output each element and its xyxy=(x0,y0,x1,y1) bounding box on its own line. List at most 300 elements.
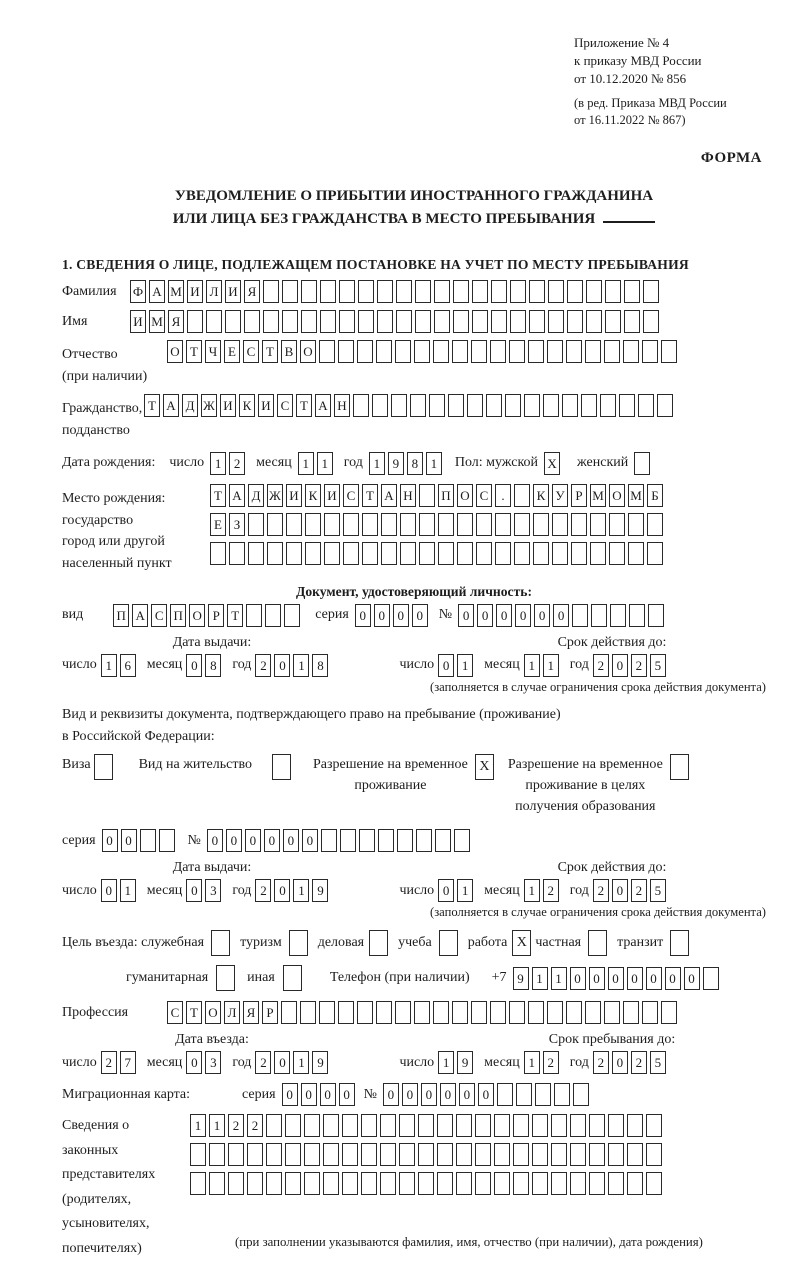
patronymic-boxes[interactable] xyxy=(167,340,680,363)
char-box: И xyxy=(258,394,274,417)
char-box xyxy=(551,1172,567,1195)
char-box xyxy=(475,1143,491,1166)
char-box xyxy=(454,829,470,852)
char-box xyxy=(361,1114,377,1137)
purpose-official-checkbox[interactable] xyxy=(211,930,230,956)
char-box: 2 xyxy=(631,1051,647,1074)
char-box xyxy=(321,829,337,852)
permit-series-label: серия xyxy=(62,832,96,848)
birthplace-row3[interactable] xyxy=(210,542,666,565)
char-box xyxy=(248,542,264,565)
char-box xyxy=(437,1114,453,1137)
stay-until-heading: Срок пребывания до: xyxy=(548,1032,676,1048)
char-box xyxy=(490,340,506,363)
permit-valid-day-boxes[interactable] xyxy=(438,879,476,902)
char-box: П xyxy=(113,604,129,627)
char-box xyxy=(543,394,559,417)
char-box: М xyxy=(149,310,165,333)
char-box: П xyxy=(170,604,186,627)
char-box: А xyxy=(163,394,179,417)
char-box: Н xyxy=(400,484,416,507)
permit-issue-month-boxes[interactable] xyxy=(186,879,224,902)
permit-issue-day-boxes[interactable] xyxy=(101,879,139,902)
char-box xyxy=(627,1172,643,1195)
char-box xyxy=(471,1001,487,1024)
char-box xyxy=(619,394,635,417)
char-box xyxy=(323,1114,339,1137)
char-box: 1 xyxy=(298,452,314,475)
char-box xyxy=(624,280,640,303)
profession-boxes[interactable] xyxy=(167,1001,680,1024)
char-box xyxy=(513,1172,529,1195)
char-box: 2 xyxy=(255,879,271,902)
char-box: 1 xyxy=(293,1051,309,1074)
right-doc-text: Вид и реквизиты документа, подтверждающего право на пребывание (проживание) в Российской Федерации: xyxy=(62,706,561,744)
char-box: А xyxy=(229,484,245,507)
char-box xyxy=(510,280,526,303)
char-box xyxy=(399,1143,415,1166)
char-box: 0 xyxy=(412,604,428,627)
char-box xyxy=(359,829,375,852)
representatives-row2[interactable] xyxy=(190,1143,665,1166)
purpose-tourism-checkbox[interactable] xyxy=(289,930,308,956)
char-box xyxy=(190,1172,206,1195)
char-box: 0 xyxy=(478,1083,494,1106)
char-box xyxy=(247,1172,263,1195)
char-box: 1 xyxy=(190,1114,206,1137)
char-box xyxy=(604,1001,620,1024)
char-box: Я xyxy=(244,280,260,303)
doc-issue-day-boxes[interactable] xyxy=(101,654,139,677)
title-underline xyxy=(603,211,655,223)
permit-number-boxes[interactable] xyxy=(207,829,473,852)
char-box xyxy=(361,1143,377,1166)
char-box xyxy=(433,1001,449,1024)
char-box: Ф xyxy=(130,280,146,303)
char-box xyxy=(646,1143,662,1166)
surname-boxes[interactable] xyxy=(130,280,662,303)
char-box: 1 xyxy=(551,967,567,990)
char-box xyxy=(472,280,488,303)
entry-dates-row xyxy=(62,1051,766,1074)
char-box xyxy=(376,340,392,363)
char-box xyxy=(452,340,468,363)
char-box xyxy=(319,1001,335,1024)
doc-issue-date-heading: Дата выдачи: xyxy=(172,634,252,650)
char-box xyxy=(381,513,397,536)
migration-card-label: Миграционная карта: xyxy=(62,1086,191,1102)
citizenship-label: Гражданство, подданство xyxy=(62,401,143,439)
phone-boxes[interactable] xyxy=(513,967,722,990)
char-box: . xyxy=(495,484,511,507)
char-box xyxy=(396,280,412,303)
char-box xyxy=(552,542,568,565)
char-box: И xyxy=(225,280,241,303)
char-box: И xyxy=(286,484,302,507)
char-box: С xyxy=(343,484,359,507)
char-box xyxy=(570,1172,586,1195)
visa-checkbox[interactable] xyxy=(94,754,113,780)
char-box: 5 xyxy=(650,1051,666,1074)
char-box: Ж xyxy=(267,484,283,507)
char-box xyxy=(339,310,355,333)
char-box xyxy=(514,484,530,507)
doc-valid-day-boxes[interactable] xyxy=(438,654,476,677)
char-box xyxy=(342,1114,358,1137)
doc-series-boxes[interactable] xyxy=(355,604,431,627)
char-box xyxy=(438,542,454,565)
permit-temp-residence-edu: Разрешение на временное проживание в целях получения образования xyxy=(508,754,689,817)
sex-male-checkbox[interactable] xyxy=(544,452,563,475)
char-box xyxy=(646,1114,662,1137)
char-box: 0 xyxy=(665,967,681,990)
char-box xyxy=(225,310,241,333)
char-box xyxy=(300,1001,316,1024)
char-box xyxy=(513,1143,529,1166)
char-box: 8 xyxy=(205,654,221,677)
appendix-line: Приложение № 4 xyxy=(574,35,670,50)
char-box xyxy=(301,310,317,333)
entry-year-boxes[interactable] xyxy=(255,1051,331,1074)
char-box xyxy=(566,340,582,363)
doc-dates-row xyxy=(62,654,766,677)
char-box xyxy=(320,310,336,333)
char-box xyxy=(476,542,492,565)
purpose-business-checkbox[interactable] xyxy=(369,930,388,956)
char-box: 2 xyxy=(543,1051,559,1074)
char-box xyxy=(396,310,412,333)
char-box xyxy=(435,829,451,852)
doc-valid-year-boxes[interactable] xyxy=(593,654,669,677)
birthplace-row1[interactable] xyxy=(210,484,666,507)
stay-year-boxes[interactable] xyxy=(593,1051,669,1074)
purpose-humanitarian-checkbox[interactable] xyxy=(216,965,235,991)
char-box: Д xyxy=(182,394,198,417)
char-box xyxy=(628,542,644,565)
char-box xyxy=(210,542,226,565)
char-box xyxy=(228,1172,244,1195)
char-box xyxy=(395,340,411,363)
char-box xyxy=(494,1172,510,1195)
char-box xyxy=(453,280,469,303)
char-box xyxy=(415,280,431,303)
char-box xyxy=(378,829,394,852)
purpose-other-checkbox[interactable] xyxy=(283,965,302,991)
form-title-line2: ИЛИ ЛИЦА БЕЗ ГРАЖДАНСТВА В МЕСТО ПРЕБЫВАНИЯ xyxy=(62,208,766,231)
char-box xyxy=(452,1001,468,1024)
char-box xyxy=(535,1083,551,1106)
char-box: 0 xyxy=(283,829,299,852)
section1-heading: 1. СВЕДЕНИЯ О ЛИЦЕ, ПОДЛЕЖАЩЕМ ПОСТАНОВКЕ НА УЧЕТ ПО МЕСТУ ПРЕБЫВАНИЯ xyxy=(62,257,689,273)
char-box xyxy=(581,394,597,417)
char-box xyxy=(457,513,473,536)
char-box xyxy=(623,1001,639,1024)
char-box: 0 xyxy=(274,879,290,902)
char-box xyxy=(472,310,488,333)
char-box xyxy=(418,1143,434,1166)
doc-issue-month-boxes[interactable] xyxy=(186,654,224,677)
char-box xyxy=(419,484,435,507)
char-box: 1 xyxy=(369,452,385,475)
char-box xyxy=(266,1172,282,1195)
char-box: 0 xyxy=(612,654,628,677)
char-box: С xyxy=(167,1001,183,1024)
char-box: 0 xyxy=(402,1083,418,1106)
purpose-study-checkbox[interactable] xyxy=(439,930,458,956)
char-box: 0 xyxy=(646,967,662,990)
char-box: 0 xyxy=(627,967,643,990)
char-box xyxy=(339,280,355,303)
char-box: Ж xyxy=(201,394,217,417)
char-box xyxy=(572,604,588,627)
field-surname xyxy=(62,280,766,303)
char-box: 9 xyxy=(388,452,404,475)
char-box xyxy=(505,394,521,417)
char-box: О xyxy=(300,340,316,363)
char-box: С xyxy=(243,340,259,363)
char-box xyxy=(410,394,426,417)
char-box xyxy=(532,1143,548,1166)
char-box xyxy=(456,1114,472,1137)
char-box xyxy=(648,604,664,627)
char-box: 1 xyxy=(210,452,226,475)
char-box: И xyxy=(130,310,146,333)
char-box xyxy=(646,1172,662,1195)
purpose-work-checkbox[interactable]: X xyxy=(512,930,531,956)
char-box xyxy=(362,542,378,565)
doc-valid-month-boxes[interactable] xyxy=(524,654,562,677)
char-box: 2 xyxy=(247,1114,263,1137)
char-box: 0 xyxy=(684,967,700,990)
char-box: 9 xyxy=(513,967,529,990)
birth-month-boxes[interactable] xyxy=(298,452,336,475)
migr-series-boxes[interactable] xyxy=(282,1083,358,1106)
char-box: 1 xyxy=(524,1051,540,1074)
char-box: Т xyxy=(144,394,160,417)
char-box xyxy=(495,542,511,565)
char-box xyxy=(429,394,445,417)
char-box: 1 xyxy=(543,654,559,677)
representatives-row1[interactable] xyxy=(190,1114,665,1137)
char-box: А xyxy=(132,604,148,627)
char-box xyxy=(438,513,454,536)
doc-number-boxes[interactable] xyxy=(458,604,667,627)
char-box: О xyxy=(609,484,625,507)
purpose-transit-checkbox[interactable] xyxy=(670,930,689,956)
char-box: 0 xyxy=(302,829,318,852)
entry-date-headers xyxy=(62,1032,766,1048)
char-box xyxy=(285,1143,301,1166)
char-box xyxy=(228,1143,244,1166)
char-box xyxy=(608,1172,624,1195)
char-box xyxy=(629,604,645,627)
char-box xyxy=(548,280,564,303)
permit-series-boxes[interactable] xyxy=(102,829,178,852)
char-box xyxy=(361,1172,377,1195)
char-box xyxy=(285,1172,301,1195)
char-box: Я xyxy=(243,1001,259,1024)
sex-female-label: женский xyxy=(577,455,629,471)
char-box: 0 xyxy=(226,829,242,852)
char-box xyxy=(266,1143,282,1166)
temp-residence-checkbox[interactable]: X xyxy=(475,754,494,780)
char-box xyxy=(247,1143,263,1166)
permit-date-headers xyxy=(62,860,766,876)
char-box xyxy=(467,394,483,417)
char-box xyxy=(547,340,563,363)
stay-day-boxes[interactable] xyxy=(438,1051,476,1074)
permit-issue-year-boxes[interactable] xyxy=(255,879,331,902)
char-box: А xyxy=(381,484,397,507)
char-box xyxy=(605,310,621,333)
char-box: 2 xyxy=(101,1051,117,1074)
char-box xyxy=(419,513,435,536)
char-box: 0 xyxy=(553,604,569,627)
doc-issue-date-group: число 1 6 месяц 0 8 год 2 0 1 8 xyxy=(62,654,331,677)
char-box: 1 xyxy=(120,879,136,902)
char-box xyxy=(643,280,659,303)
form-title xyxy=(62,185,766,232)
char-box xyxy=(456,1143,472,1166)
birthplace-row2[interactable] xyxy=(210,513,666,536)
char-box: 5 xyxy=(650,654,666,677)
char-box xyxy=(437,1172,453,1195)
field-migration-card xyxy=(62,1083,766,1106)
char-box: 1 xyxy=(101,654,117,677)
char-box: С xyxy=(476,484,492,507)
purpose-other-label: иная xyxy=(247,970,275,986)
temp-residence-edu-checkbox[interactable] xyxy=(670,754,689,780)
char-box xyxy=(567,310,583,333)
char-box: 0 xyxy=(570,967,586,990)
char-box xyxy=(600,394,616,417)
char-box xyxy=(285,1114,301,1137)
birth-year-boxes[interactable] xyxy=(369,452,445,475)
char-box xyxy=(263,280,279,303)
char-box xyxy=(266,1114,282,1137)
day-label: число xyxy=(169,455,205,471)
citizenship-boxes[interactable] xyxy=(144,394,676,417)
char-box: С xyxy=(151,604,167,627)
char-box: 6 xyxy=(120,654,136,677)
doc-type-boxes[interactable] xyxy=(113,604,303,627)
char-box xyxy=(340,829,356,852)
char-box xyxy=(623,340,639,363)
char-box xyxy=(319,340,335,363)
char-box xyxy=(263,310,279,333)
stay-until-group: число 1 9 месяц 1 2 год 2 0 2 5 xyxy=(399,1051,668,1074)
migr-number-label: № xyxy=(363,1086,377,1102)
char-box xyxy=(209,1143,225,1166)
char-box: 0 xyxy=(589,967,605,990)
char-box xyxy=(282,310,298,333)
birth-day-boxes[interactable] xyxy=(210,452,248,475)
char-box: 0 xyxy=(320,1083,336,1106)
char-box: О xyxy=(205,1001,221,1024)
char-box xyxy=(590,513,606,536)
char-box: У xyxy=(552,484,568,507)
char-box: 1 xyxy=(457,654,473,677)
char-box xyxy=(567,280,583,303)
entry-day-boxes[interactable] xyxy=(101,1051,139,1074)
char-box: В xyxy=(281,340,297,363)
field-permit-series xyxy=(62,829,766,852)
char-box xyxy=(610,604,626,627)
purpose-private-checkbox[interactable] xyxy=(588,930,607,956)
char-box: 7 xyxy=(120,1051,136,1074)
char-box xyxy=(642,1001,658,1024)
char-box: Т xyxy=(186,340,202,363)
char-box xyxy=(377,280,393,303)
char-box xyxy=(590,542,606,565)
char-box: 0 xyxy=(186,654,202,677)
char-box xyxy=(229,542,245,565)
char-box: 2 xyxy=(255,654,271,677)
char-box: 3 xyxy=(205,1051,221,1074)
char-box: Т xyxy=(262,340,278,363)
char-box: 2 xyxy=(631,654,647,677)
char-box: 0 xyxy=(186,879,202,902)
appendix-line: к приказу МВД России xyxy=(574,53,702,69)
doc-date-headers xyxy=(62,635,766,651)
birthplace-boxes xyxy=(210,484,666,565)
char-box xyxy=(399,1114,415,1137)
migr-number-boxes[interactable] xyxy=(383,1083,592,1106)
given-name-boxes[interactable] xyxy=(130,310,662,333)
char-box: 9 xyxy=(312,1051,328,1074)
char-box: 9 xyxy=(312,879,328,902)
char-box: 1 xyxy=(457,879,473,902)
char-box xyxy=(248,513,264,536)
char-box: Е xyxy=(224,340,240,363)
char-box xyxy=(490,1001,506,1024)
stay-month-boxes[interactable] xyxy=(524,1051,562,1074)
char-box xyxy=(380,1114,396,1137)
permit-valid-month-boxes[interactable] xyxy=(524,879,562,902)
char-box: 0 xyxy=(186,1051,202,1074)
char-box xyxy=(471,340,487,363)
char-box xyxy=(634,452,650,475)
doc-issue-year-boxes[interactable] xyxy=(255,654,331,677)
sex-female-checkbox[interactable] xyxy=(634,452,653,475)
doc-valid-until-heading: Срок действия до: xyxy=(557,634,667,650)
char-box xyxy=(397,829,413,852)
char-box: К xyxy=(533,484,549,507)
char-box xyxy=(562,394,578,417)
char-box xyxy=(609,542,625,565)
char-box xyxy=(391,394,407,417)
char-box: 1 xyxy=(317,452,333,475)
given-name-label: Имя xyxy=(62,314,88,330)
char-box xyxy=(647,513,663,536)
form-label: ФОРМА xyxy=(700,149,762,166)
residence-permit-checkbox[interactable] xyxy=(272,754,291,780)
char-box xyxy=(661,340,677,363)
char-box: 0 xyxy=(264,829,280,852)
permit-valid-year-boxes[interactable] xyxy=(593,879,669,902)
char-box xyxy=(342,1172,358,1195)
representatives-row3[interactable] xyxy=(190,1172,665,1195)
char-box: 2 xyxy=(631,879,647,902)
char-box xyxy=(453,310,469,333)
entry-date-heading: Дата въезда: xyxy=(175,1032,249,1048)
char-box xyxy=(324,542,340,565)
field-given-name xyxy=(62,310,766,333)
entry-month-boxes[interactable] xyxy=(186,1051,224,1074)
char-box: X xyxy=(544,452,560,475)
char-box: Р xyxy=(262,1001,278,1024)
char-box xyxy=(589,1143,605,1166)
